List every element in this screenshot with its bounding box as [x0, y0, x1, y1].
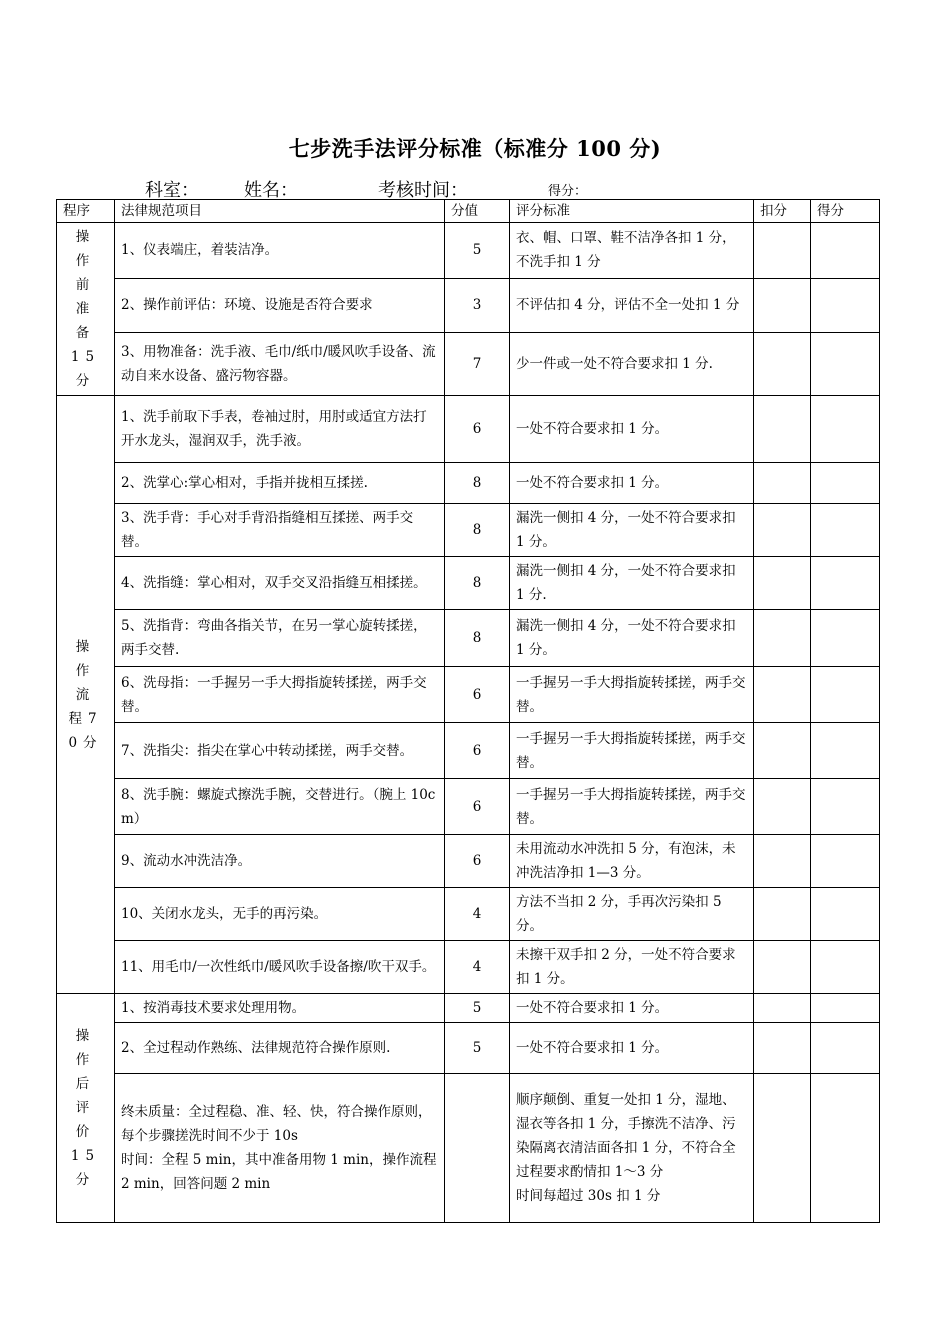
value-cell: 5 — [445, 1023, 510, 1074]
deduct-input-cell[interactable] — [754, 504, 811, 557]
table-row — [57, 835, 880, 888]
table-row — [57, 994, 880, 1023]
criteria-cell: 一处不符合要求扣 1 分。 — [510, 1023, 754, 1074]
item-cell: 3、用物准备：洗手液、毛巾/纸巾/暖风吹手设备、流动自来水设备、盛污物容器。 — [115, 332, 445, 395]
deduct-input-cell[interactable] — [754, 779, 811, 835]
criteria-cell: 漏洗一侧扣 4 分，一处不符合要求扣 1 分。 — [510, 610, 754, 667]
criteria-cell: 漏洗一侧扣 4 分，一处不符合要求扣 1 分. — [510, 557, 754, 610]
header-row — [57, 200, 880, 223]
score-input-cell[interactable] — [811, 1023, 880, 1074]
value-cell: 6 — [445, 396, 510, 463]
value-cell: 8 — [445, 504, 510, 557]
deduct-input-cell[interactable] — [754, 557, 811, 610]
table-row — [57, 667, 880, 723]
score-input-cell[interactable] — [811, 994, 880, 1023]
item-cell: 2、全过程动作熟练、法律规范符合操作原则. — [115, 1023, 445, 1074]
header-procedure: 程序 — [57, 200, 115, 223]
score-input-cell[interactable] — [811, 779, 880, 835]
criteria-cell: 未用流动水冲洗扣 5 分，有泡沫，未冲洗洁净扣 1—3 分。 — [510, 835, 754, 888]
header-value: 分值 — [445, 200, 510, 223]
deduct-input-cell[interactable] — [754, 396, 811, 463]
score-input-cell[interactable] — [811, 888, 880, 941]
deduct-input-cell[interactable] — [754, 463, 811, 504]
item-cell: 2、操作前评估：环境、设施是否符合要求 — [115, 278, 445, 332]
score-label: 得分： — [548, 184, 588, 199]
section-label: 操作后评价 15分 — [57, 994, 115, 1223]
criteria-cell: 顺序颠倒、重复一处扣 1 分，湿地、湿衣等各扣 1 分，手擦洗不洁净、污染隔离衣清洁面各扣 1 分，不符合全过程要求酌情扣 1～3 分 时间每超过 30s 扣 1 分 — [510, 1074, 754, 1223]
item-cell: 3、洗手背：手心对手背沿指缝相互揉搓、两手交替。 — [115, 504, 445, 557]
criteria-cell: 一手握另一手大拇指旋转揉搓，两手交替。 — [510, 667, 754, 723]
value-cell: 6 — [445, 779, 510, 835]
table-row — [57, 1074, 880, 1223]
criteria-cell: 一处不符合要求扣 1 分。 — [510, 463, 754, 504]
department-label: 科室： — [145, 180, 199, 201]
score-input-cell[interactable] — [811, 463, 880, 504]
score-input-cell[interactable] — [811, 223, 880, 279]
deduct-input-cell[interactable] — [754, 1023, 811, 1074]
item-cell: 5、洗指背：弯曲各指关节，在另一掌心旋转揉搓，两手交替. — [115, 610, 445, 667]
criteria-cell: 方法不当扣 2 分，手再次污染扣 5 分。 — [510, 888, 754, 941]
exam-info-line — [0, 176, 950, 200]
criteria-cell: 一手握另一手大拇指旋转揉搓，两手交替。 — [510, 723, 754, 779]
table-row — [57, 610, 880, 667]
table-row — [57, 396, 880, 463]
criteria-cell: 漏洗一侧扣 4 分，一处不符合要求扣 1 分。 — [510, 504, 754, 557]
deduct-input-cell[interactable] — [754, 667, 811, 723]
value-cell: 6 — [445, 667, 510, 723]
table-row — [57, 223, 880, 279]
value-cell: 6 — [445, 835, 510, 888]
value-cell: 5 — [445, 994, 510, 1023]
value-cell: 4 — [445, 941, 510, 994]
name-label: 姓名： — [244, 180, 298, 201]
criteria-cell: 未擦干双手扣 2 分，一处不符合要求扣 1 分。 — [510, 941, 754, 994]
score-input-cell[interactable] — [811, 610, 880, 667]
item-cell: 2、洗掌心:掌心相对，手指并拢相互揉搓. — [115, 463, 445, 504]
score-input-cell[interactable] — [811, 1074, 880, 1223]
deduct-input-cell[interactable] — [754, 941, 811, 994]
value-cell: 5 — [445, 223, 510, 279]
score-input-cell[interactable] — [811, 504, 880, 557]
score-input-cell[interactable] — [811, 396, 880, 463]
table-row — [57, 941, 880, 994]
table-row — [57, 1023, 880, 1074]
deduct-input-cell[interactable] — [754, 332, 811, 395]
value-cell: 6 — [445, 723, 510, 779]
deduct-input-cell[interactable] — [754, 723, 811, 779]
score-input-cell[interactable] — [811, 557, 880, 610]
deduct-input-cell[interactable] — [754, 888, 811, 941]
deduct-input-cell[interactable] — [754, 835, 811, 888]
item-cell: 1、按消毒技术要求处理用物。 — [115, 994, 445, 1023]
deduct-input-cell[interactable] — [754, 278, 811, 332]
value-cell: 8 — [445, 463, 510, 504]
criteria-cell: 不评估扣 4 分，评估不全一处扣 1 分 — [510, 278, 754, 332]
value-cell: 8 — [445, 610, 510, 667]
table-body — [57, 223, 880, 1223]
header-deduct: 扣分 — [754, 200, 811, 223]
section-label: 操作前准备 15分 — [57, 223, 115, 396]
item-cell: 6、洗母指：一手握另一手大拇指旋转揉搓，两手交替。 — [115, 667, 445, 723]
exam-time-label: 考核时间： — [378, 180, 468, 201]
criteria-cell: 一处不符合要求扣 1 分。 — [510, 994, 754, 1023]
score-input-cell[interactable] — [811, 332, 880, 395]
item-cell: 11、用毛巾/一次性纸巾/暖风吹手设备擦/吹干双手。 — [115, 941, 445, 994]
table-row — [57, 723, 880, 779]
value-cell — [445, 1074, 510, 1223]
criteria-cell: 衣、帽、口罩、鞋不洁净各扣 1 分，不洗手扣 1 分 — [510, 223, 754, 279]
score-input-cell[interactable] — [811, 723, 880, 779]
scoring-table — [56, 199, 880, 1223]
table-row — [57, 278, 880, 332]
item-cell: 8、洗手腕：螺旋式擦洗手腕，交替进行。（腕上 10cm） — [115, 779, 445, 835]
value-cell: 7 — [445, 332, 510, 395]
header-score: 得分 — [811, 200, 880, 223]
item-cell: 7、洗指尖：指尖在掌心中转动揉搓，两手交替。 — [115, 723, 445, 779]
score-input-cell[interactable] — [811, 278, 880, 332]
deduct-input-cell[interactable] — [754, 610, 811, 667]
table-row — [57, 888, 880, 941]
table-row — [57, 779, 880, 835]
item-cell: 1、洗手前取下手表，卷袖过肘，用肘或适宜方法打开水龙头，湿润双手，洗手液。 — [115, 396, 445, 463]
table-row — [57, 332, 880, 395]
item-cell: 4、洗指缝：掌心相对，双手交叉沿指缝互相揉搓。 — [115, 557, 445, 610]
item-cell: 10、关闭水龙头，无手的再污染。 — [115, 888, 445, 941]
score-input-cell[interactable] — [811, 941, 880, 994]
score-input-cell[interactable] — [811, 835, 880, 888]
value-cell: 3 — [445, 278, 510, 332]
value-cell: 4 — [445, 888, 510, 941]
criteria-cell: 少一件或一处不符合要求扣 1 分. — [510, 332, 754, 395]
item-cell: 9、流动水冲洗洁净。 — [115, 835, 445, 888]
section-label: 操作流程70分 — [57, 396, 115, 994]
header-item: 法律规范项目 — [115, 200, 445, 223]
page-title: 七步洗手法评分标准（标准分 100 分) — [288, 136, 662, 161]
table-row — [57, 504, 880, 557]
table-row — [57, 557, 880, 610]
table-row — [57, 463, 880, 504]
criteria-cell: 一处不符合要求扣 1 分。 — [510, 396, 754, 463]
deduct-input-cell[interactable] — [754, 994, 811, 1023]
deduct-input-cell[interactable] — [754, 223, 811, 279]
score-input-cell[interactable] — [811, 667, 880, 723]
deduct-input-cell[interactable] — [754, 1074, 811, 1223]
item-cell: 1、仪表端庄，着装洁净。 — [115, 223, 445, 279]
item-cell: 终未质量：全过程稳、准、轻、快，符合操作原则，每个步骤搓洗时间不少于 10s 时间：全程 5 min，其中准备用物 1 min，操作流程 2 min，回答问题 2 min — [115, 1074, 445, 1223]
criteria-cell: 一手握另一手大拇指旋转揉搓，两手交替。 — [510, 779, 754, 835]
value-cell: 8 — [445, 557, 510, 610]
header-criteria: 评分标准 — [510, 200, 754, 223]
